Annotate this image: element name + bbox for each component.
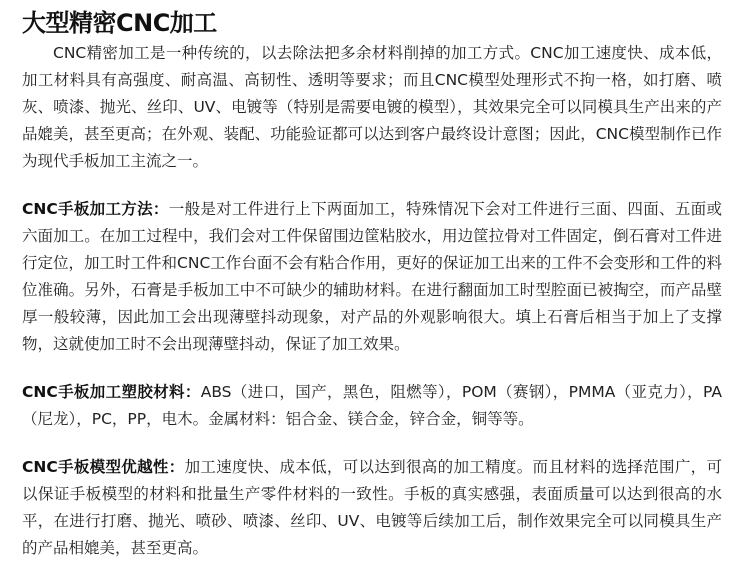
section-materials-text: ABS（进口，国产，黑色，阻燃等），POM（赛钢），PMMA（亚克力），PA（尼龙），PC，PP，电木。金属材料：铝合金、镁合金，锌合金，铜等等。 (22, 383, 722, 428)
section-advantages-text: 加工速度快、成本低，可以达到很高的加工精度。而且材料的选择范围广，可以保证手板模型的材料和批量生产零件材料的一致性。手板的真实感强，表面质量可以达到很高的水平，在进行打磨、抛光、喷砂、喷漆、丝印、UV、电镀等后续加工后，制作效果完全可以同模具生产的产品相媲美，甚至更高。 (22, 458, 722, 557)
section-methods-label: CNC手板加工方法： (22, 200, 169, 218)
section-methods (22, 196, 722, 358)
section-advantages-label: CNC手板模型优越性： (22, 458, 185, 476)
section-materials (22, 379, 722, 433)
page-title: 大型精密CNC加工 (22, 9, 217, 37)
intro-paragraph: CNC精密加工是一种传统的，以去除法把多余材料削掉的加工方式。CNC加工速度快、成本低，加工材料具有高强度、耐高温、高韧性、透明等要求；而且CNC模型处理形式不拘一格，如打磨、喷灰、喷漆、抛光、丝印、UV、电镀等（特别是需要电镀的模型），其效果完全可以同模具生产出来的产品媲美，甚至更高；在外观、装配、功能验证都可以达到客户最终设计意图；因此，CNC模型制作已作为现代手板加工主流之一。 (22, 44, 722, 170)
section-materials-label: CNC手板加工塑胶材料： (22, 383, 201, 401)
section-methods-text: 一般是对工件进行上下两面加工，特殊情况下会对工件进行三面、四面、五面或六面加工。在加工过程中，我们会对工件保留围边筐粘胶水，用边筐拉骨对工件固定，倒石膏对工件进行定位，加工时工件和CNC工作台面不会有粘合作用，更好的保证加工出来的工件不会变形和工件的料位准确。另外，石膏是手板加工中不可缺少的辅助材料。在进行翻面加工时型腔面已被掏空，而产品壁厚一般较薄，因此加工会出现薄壁抖动现象，对产品的外观影响很大。填上石膏后相当于加上了支撑物，这就使加工时不会出现薄壁抖动，保证了加工效果。 (22, 200, 722, 353)
section-advantages (22, 454, 722, 562)
